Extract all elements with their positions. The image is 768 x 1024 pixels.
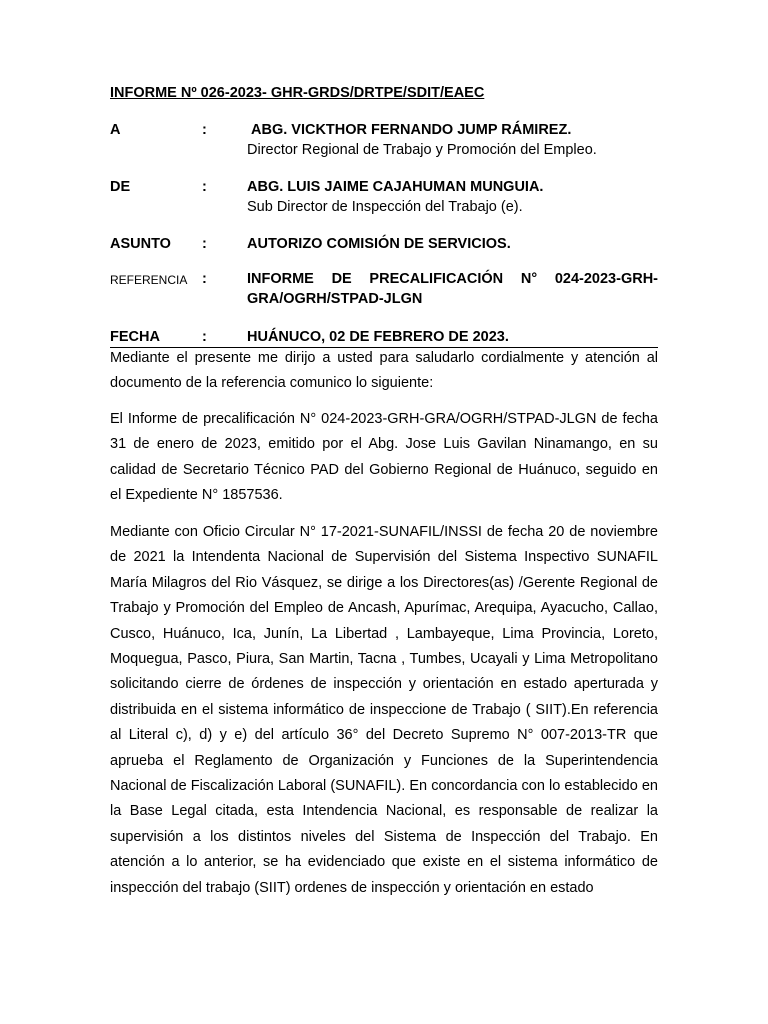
header-row-to — [110, 120, 658, 160]
header-row-date — [110, 327, 658, 347]
reference-value — [247, 269, 658, 309]
paragraph-reference-report: El Informe de precalificación N° 024-2023-GRH-GRA/OGRH/STPAD-JLGN de fecha 31 de enero de 2023, emitido por el Abg. Jose Luis Gavilan Ninamango, en su calidad de Secretario Técnico PAD del Gobierno Regional de Huánuco, seguido en el Expediente N° 1857536. — [110, 411, 658, 504]
date-value — [247, 327, 658, 347]
header-row-from — [110, 177, 658, 217]
header-row-reference — [110, 269, 658, 309]
from-position: Sub Director de Inspección del Trabajo (e). — [247, 199, 523, 215]
from-name: ABG. LUIS JAIME CAJAHUMAN MUNGUIA. — [247, 179, 544, 195]
date-label: FECHA — [110, 329, 160, 345]
from-value — [247, 177, 658, 217]
reference-text: INFORME DE PRECALIFICACIÓN N° 024-2023-GRH-GRA/OGRH/STPAD-JLGN — [247, 271, 658, 307]
to-position: Director Regional de Trabajo y Promoción del Empleo. — [247, 142, 597, 158]
paragraph-intro: Mediante el presente me dirijo a usted para saludarlo cordialmente y atención al documento de la referencia comunico lo siguiente: — [110, 350, 658, 392]
date-colon: : — [202, 329, 207, 345]
reference-label: REFERENCIA — [110, 273, 188, 287]
to-value — [247, 120, 658, 160]
header-row-subject — [110, 234, 658, 254]
report-title: INFORME Nº 026-2023- GHR-GRDS/DRTPE/SDIT/EAEC — [110, 85, 485, 101]
from-colon: : — [202, 179, 207, 195]
reference-colon: : — [202, 271, 207, 287]
to-label: A — [110, 122, 121, 138]
to-name: ABG. VICKTHOR FERNANDO JUMP RÁMIREZ. — [251, 122, 572, 138]
from-label: DE — [110, 179, 131, 195]
subject-colon: : — [202, 236, 207, 252]
subject-label: ASUNTO — [110, 236, 171, 252]
paragraph-circular: Mediante con Oficio Circular N° 17-2021-SUNAFIL/INSSI de fecha 20 de noviembre de 2021 la Intendenta Nacional de Supervisión del Sistema Inspectivo SUNAFIL María Milagros del Rio Vásquez, se dirige a los Directores(as) /Gerente Regional de Trabajo y Promoción del Empleo de Ancash, Apurímac, Arequipa, Ayacucho, Callao, Cusco, Huánuco, Ica, Junín, La Libertad , Lambayeque, Lima Provincia, Loreto, Moquegua, Pasco, Piura, San Martin, Tacna , Tumbes, Ucayali y Lima Metropolitano solicitando cierre de órdenes de inspección y orientación en estado aperturada y distribuida en el sistema informático de inspeccione de Trabajo ( SIIT).En referencia al Literal c), d) y e) del artículo 36° del Decreto Supremo N° 007-2013-TR que aprueba el Reglamento de Organización y Funciones de la Superintendencia Nacional de Fiscalización Laboral (SUNAFIL). En concordancia con lo establecido en la Base Legal citada, esta Intendencia Nacional, es responsable de realizar la supervisión a los distintos niveles del Sistema de Inspección del Trabajo. En atención a lo anterior, se ha evidenciado que existe en el sistema informático de inspección del trabajo (SIIT) ordenes de inspección y orientación en estado — [110, 524, 658, 896]
subject-value — [247, 234, 658, 254]
to-colon: : — [202, 122, 207, 138]
date-text: HUÁNUCO, 02 DE FEBRERO DE 2023. — [247, 329, 509, 345]
subject-text: AUTORIZO COMISIÓN DE SERVICIOS. — [247, 236, 511, 252]
